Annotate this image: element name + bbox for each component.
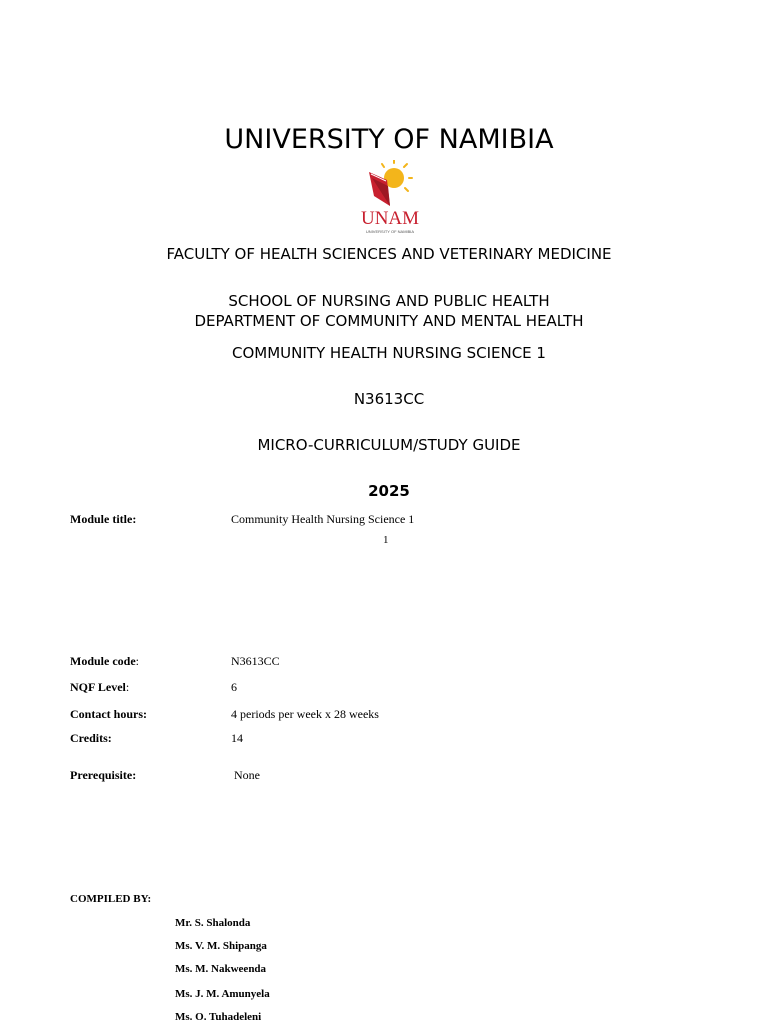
- credits-value: 14: [231, 731, 243, 745]
- logo-subtext: UNIVERSITY OF NAMIBIA: [365, 229, 415, 234]
- compiler-name: Ms. O. Tuhadeleni: [175, 1011, 262, 1023]
- module-code-label: [70, 654, 139, 669]
- module-code-label-text: Module code: [70, 654, 136, 668]
- credits-label: Credits:: [70, 731, 112, 745]
- nqf-value: 6: [231, 680, 237, 694]
- compiler-name: Ms. M. Nakweenda: [175, 963, 267, 975]
- university-title: UNIVERSITY OF NAMIBIA: [224, 124, 554, 155]
- prerequisite-value: None: [234, 768, 260, 782]
- module-code-heading: N3613CC: [353, 390, 425, 408]
- document-type-heading: MICRO-CURRICULUM/STUDY GUIDE: [257, 436, 521, 454]
- module-title-label: Module title:: [70, 512, 137, 526]
- page-number: 1: [383, 534, 389, 546]
- module-code-value: N3613CC: [231, 654, 280, 668]
- school-heading: SCHOOL OF NURSING AND PUBLIC HEALTH: [228, 292, 550, 310]
- module-code-colon: :: [135, 654, 140, 668]
- department-heading: DEPARTMENT OF COMMUNITY AND MENTAL HEALTH: [194, 312, 584, 330]
- contact-hours-label: Contact hours:: [70, 707, 147, 721]
- faculty-heading: FACULTY OF HEALTH SCIENCES AND VETERINARY MEDICINE: [166, 245, 612, 263]
- nqf-label: [70, 680, 129, 695]
- module-name-heading: COMMUNITY HEALTH NURSING SCIENCE 1: [232, 344, 546, 362]
- compiler-name: Mr. S. Shalonda: [175, 917, 251, 929]
- compiler-name: Ms. J. M. Amunyela: [175, 988, 270, 1000]
- contact-hours-value: 4 periods per week x 28 weeks: [231, 707, 379, 721]
- module-title-value: Community Health Nursing Science 1: [231, 512, 415, 526]
- compiled-by-label: COMPILED BY:: [70, 893, 152, 905]
- compiler-name: Ms. V. M. Shipanga: [175, 940, 267, 952]
- nqf-colon: :: [125, 680, 130, 694]
- nqf-label-text: NQF Level: [70, 680, 126, 694]
- unam-logo: [354, 160, 426, 236]
- logo-wordmark: UNAM: [360, 208, 420, 229]
- prerequisite-label: Prerequisite:: [70, 768, 137, 782]
- year-heading: 2025: [368, 482, 410, 500]
